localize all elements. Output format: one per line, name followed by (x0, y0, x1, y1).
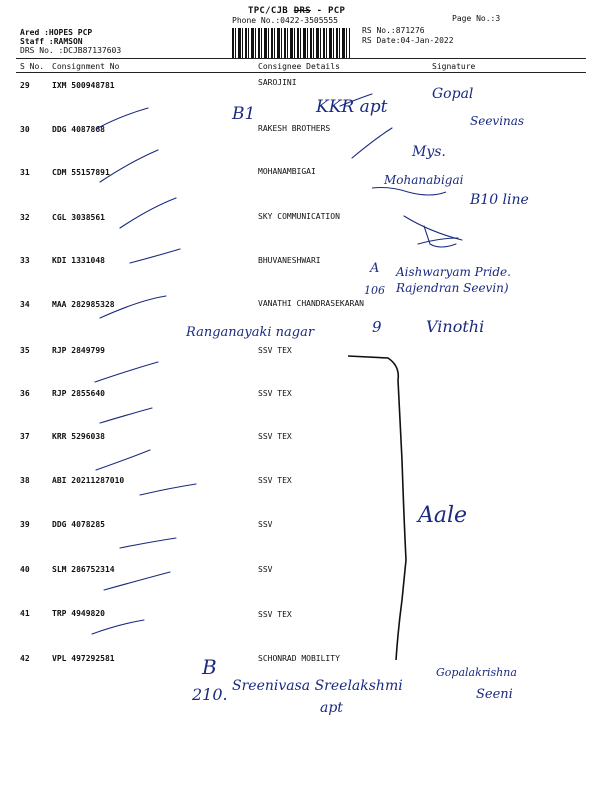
row-sno: 42 (20, 654, 30, 663)
row-sno: 30 (20, 125, 30, 134)
hw-r42-a: B (202, 655, 217, 679)
row-consignee: MOHANAMBIGAI (258, 167, 316, 176)
row-consignment: TRP 4949820 (52, 609, 105, 618)
sheet-title (248, 6, 345, 16)
hw-r34-b: 9 (372, 318, 382, 336)
row-sno: 31 (20, 168, 30, 177)
hw-r34-a: Ranganayaki nagar (186, 325, 315, 340)
row-sno: 40 (20, 565, 30, 574)
hw-r31-a: Mys. (412, 144, 446, 160)
row-consignee: SSV (258, 520, 273, 529)
col-signature: Signature (432, 62, 476, 71)
row-sno: 29 (20, 81, 30, 90)
row-consignment: IXM 500948781 (52, 81, 115, 90)
title-right: - PCP (316, 6, 346, 16)
row-consignee: VANATHI CHANDRASEKARAN (258, 299, 364, 308)
hw-r42-b: 210. (192, 685, 228, 704)
row-consignee: SKY COMMUNICATION (258, 212, 340, 221)
squiggle-line (372, 188, 446, 196)
row-consignee: SSV TEX (258, 432, 292, 441)
hw-r42-f: Seeni (476, 687, 513, 702)
barcode-image (232, 28, 350, 58)
hw-r34-c: Vinothi (426, 317, 485, 336)
row-sno: 33 (20, 256, 30, 265)
row-consignment: VPL 497292581 (52, 654, 115, 663)
row-consignment: KRR 5296038 (52, 432, 105, 441)
row-sno: 36 (20, 389, 30, 398)
row-consignment: MAA 282985328 (52, 300, 115, 309)
row-consignee: RAKESH BROTHERS (258, 124, 331, 133)
row-consignment: CDM 55157891 (52, 168, 110, 177)
hw-r29-d: Seevinas (470, 114, 525, 128)
col-consignment: Consignment No (52, 62, 120, 71)
row-sno: 35 (20, 346, 30, 355)
row-sno: 37 (20, 432, 30, 441)
staff-label: Staff :RAMSON (20, 37, 83, 46)
hw-r42-c: Sreenivasa Sreelakshmi (232, 678, 403, 694)
row-consignment: DDG 4087868 (52, 125, 105, 134)
title-strike: DRS (293, 6, 311, 16)
row-consignee: SSV (258, 565, 273, 574)
row-sno: 39 (20, 520, 30, 529)
row-consignee: SSV TEX (258, 389, 292, 398)
hw-r29-c: Gopal (432, 86, 474, 102)
row-sno: 32 (20, 213, 30, 222)
page-number: Page No.:3 (452, 14, 501, 23)
row-consignee: SSV TEX (258, 346, 292, 355)
row-consignment: RJP 2849799 (52, 346, 105, 355)
hw-r29-a: B1 (232, 104, 256, 124)
hw-r29-b: KKR apt (316, 97, 388, 117)
row-sno: 38 (20, 476, 30, 485)
row-consignee: SCHONRAD MOBILITY (258, 654, 340, 663)
hw-r42-d: apt (320, 700, 343, 716)
row-consignment: RJP 2855640 (52, 389, 105, 398)
row-consignee: SSV TEX (258, 476, 292, 485)
hw-r33-b: 106 (364, 284, 385, 297)
hw-r33-c: Aishwaryam Pride. (396, 265, 511, 279)
drs-number: DRS No. :DCJB87137603 (20, 46, 122, 55)
rs-number: RS No.:871276 (362, 26, 425, 35)
header-rule-top (16, 58, 586, 59)
hw-r33-a: A (370, 261, 380, 276)
row-consignee: BHUVANESHWARI (258, 256, 321, 265)
row-sno: 41 (20, 609, 30, 618)
row-consignee: SAROJINI (258, 78, 297, 87)
row-consignment: ABI 20211287010 (52, 476, 125, 485)
rs-date: RS Date:04-Jan-2022 (362, 36, 454, 45)
row-consignment: KDI 1331048 (52, 256, 105, 265)
row-consignment: DDG 4078285 (52, 520, 105, 529)
hw-r31-b: Mohanabigai (384, 173, 464, 187)
row-consignee: SSV TEX (258, 610, 292, 619)
phone-number: Phone No.:0422-3505555 (232, 16, 338, 25)
col-details: Consignee Details (258, 62, 340, 71)
hw-r38-signature: Aale (418, 503, 468, 528)
header-rule-bottom (16, 72, 586, 73)
bracket-line (348, 356, 406, 660)
col-sno: S No. (20, 62, 45, 71)
row-consignment: CGL 3038561 (52, 213, 105, 222)
ared-label: Ared :HOPES PCP (20, 28, 93, 37)
hw-r31-c: B10 line (470, 192, 529, 208)
hw-r42-e: Gopalakrishna (436, 666, 517, 679)
hw-r33-d: Rajendran Seevin) (396, 281, 509, 295)
title-left: TPC/CJB (248, 6, 289, 16)
row-sno: 34 (20, 300, 30, 309)
row-consignment: SLM 286752314 (52, 565, 115, 574)
